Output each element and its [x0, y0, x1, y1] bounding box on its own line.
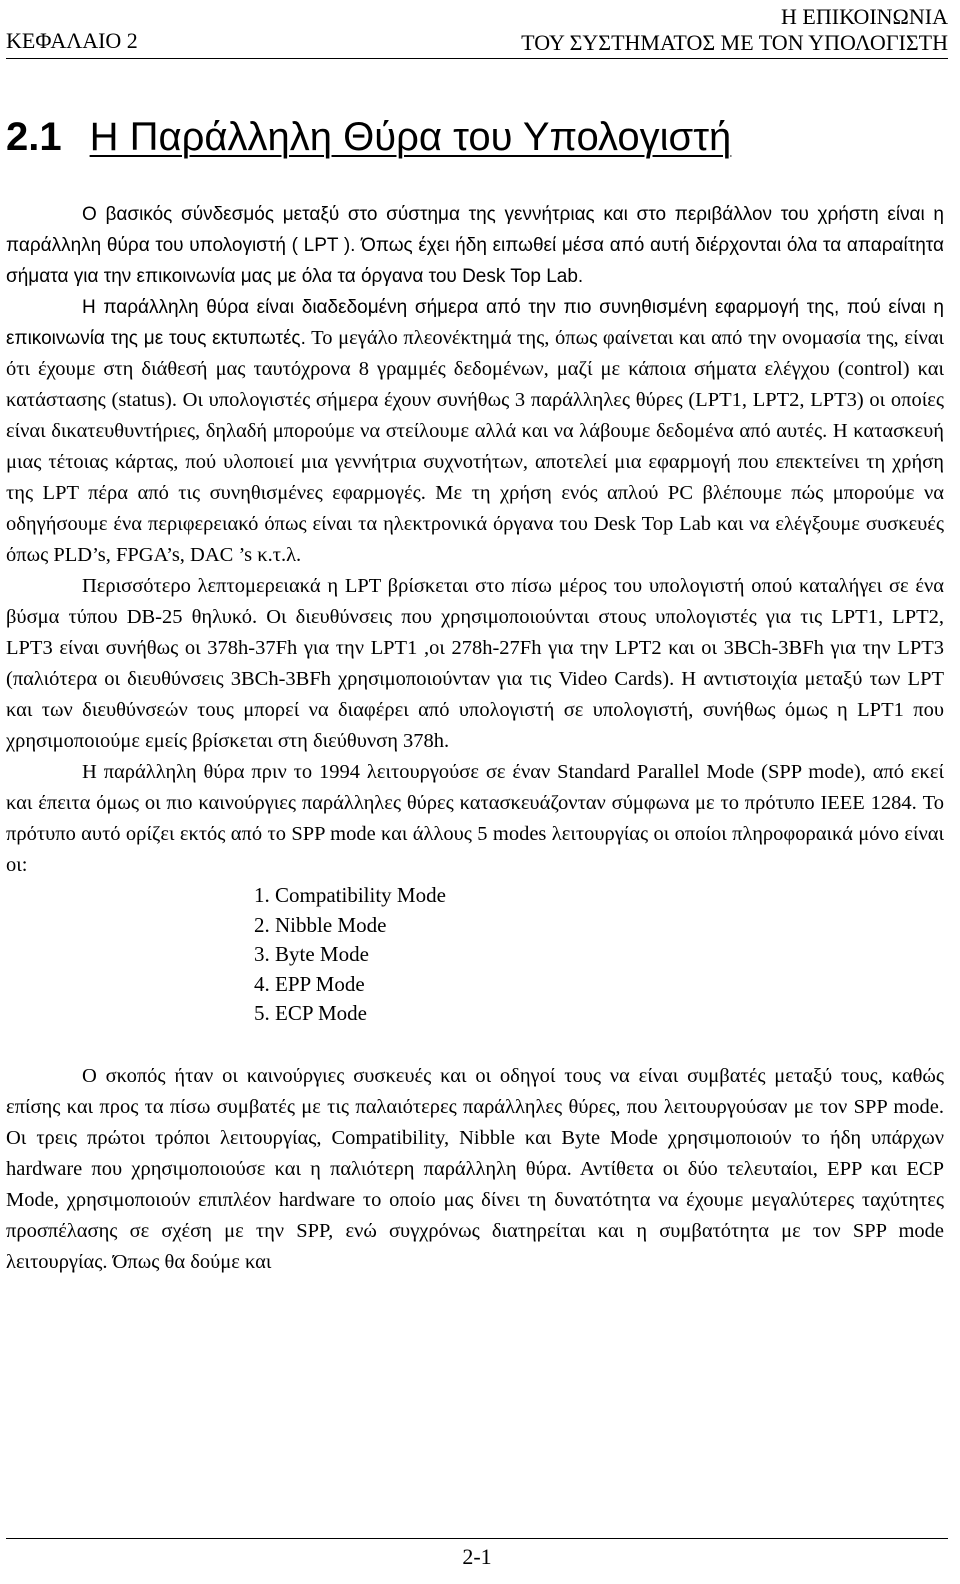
section-number: 2.1 — [6, 115, 62, 159]
header-title-line-1: Η ΕΠΙΚΟΙΝΩΝΙΑ — [781, 4, 948, 29]
page-number: 2-1 — [462, 1544, 492, 1569]
paragraph-printers-sans: Η παράλληλη θύρα είναι διαδεδομένη σήμερα από την πιο συνηθισμένη εφαρμογή της, πού είναι η επικοινωνία της με τους εκτυπωτές. — [6, 297, 944, 349]
document-body — [6, 199, 944, 1278]
list-item: 1. Compatibility Mode — [254, 883, 446, 907]
list-item: 5. ECP Mode — [254, 1001, 367, 1025]
header-title-line-2: ΤΟΥ ΣΥΣΤΗΜΑΤΟΣ ΜΕ ΤΟΝ ΥΠΟΛΟΓΙΣΤΗ — [521, 30, 948, 55]
section-title-text: Η Παράλληλη Θύρα του Υπολογιστή — [89, 115, 732, 159]
paragraph-modes-intro: Η παράλληλη θύρα πριν το 1994 λειτουργούσε σε έναν Standard Parallel Mode (SPP mode), από εκεί και έπειτα όμως οι πιο καινούργιες παράλληλες θύρες κατασκευάζονταν σύμφωνα με το πρότυπο IEEE 1284. Το πρότυπο αυτό ορίζει εκτός από το SPP mode και άλλους 5 modes λειτουργίας οι οποίοι πληροφοραικά μόνο είναι οι: — [6, 761, 944, 876]
spacer — [6, 1029, 944, 1061]
paragraph-compatibility: Ο σκοπός ήταν οι καινούργιες συσκευές και οι οδηγοί τους να είναι συμβατές μεταξύ τους, καθώς επίσης και προς τα πίσω συμβατές με τις παλαιότερες παράλληλες θύρες, που λειτουργούσαν με τον SPP mode. Οι τρεις πρώτοι τρόποι λειτουργίας, Compatibility, Nibble και Byte Mode χρησιμοποιούν το ήδη υπάρχων hardware που χρησιμοποιούσε και η παλιότερη παράλληλη θύρα. Αντίθετα οι δύο τελευταίοι, EPP και ECP Mode, χρησιμοποιούν επιπλέον hardware το οποίο μας δίνει τη δυνατότητα να έχουμε μεγαλύτερες ταχύτητες προσπέλασης σε σχέση με την SPP, ενώ συγχρόνως διατηρείται και η συμβατότητα με τον SPP mode λειτουργίας. Όπως θα δούμε και — [6, 1064, 944, 1273]
page-footer — [6, 1538, 948, 1569]
modes-list — [6, 881, 944, 1029]
list-item: 3. Byte Mode — [254, 942, 369, 966]
paragraph-printers-serif: Το μεγάλο πλεονέκτημά της, όπως φαίνεται και από την ονομασία της, είναι ότι έχουμε στη διάθεσή μας ταυτόχρονα 8 γραμμές δεδομένων, μαζί με κάποια σήματα ελέγχου (control) και κατάστασης (status). Οι υπολογιστές σήμερα έχουν συνήθως 3 παράλληλες θύρες (LPT1, LPT2, LPT3) οι οποίες είναι δικατευθυντήριες, δηλαδή μπορούμε να στείλουμε αλλά και να λάβουμε δεδομένα από αυτές. Η κατασκευή μιας τέτοιας κάρτας, πού υλοποιεί μια γεννήτρια συχνοτήτων, αποτελεί μια εφαρμογή που επεκτείνει τη χρήση της LPT πέρα από τις συνηθισμένες εφαρμογές. Με τη χρήση ενός απλού PC βλέπουμε πώς μπορούμε να οδηγήσουμε ένα περιφερειακό όπως είναι τα ηλεκτρονικά όργανα του Desk Top Lab και να ελέγξουμε συσκευές όπως PLD’s, FPGA’s, DAC ’s κ.τ.λ. — [6, 327, 944, 566]
paragraph-addresses: Περισσότερο λεπτομερειακά η LPT βρίσκεται στο πίσω μέρος του υπολογιστή οπού καταλήγει σε ένα βύσμα τύπου DB-25 θηλυκό. Οι διευθύνσεις που χρησιμοποιούνται στους υπολογιστές για τις LPT1, LPT2, LPT3 είναι συνήθως οι 378h-37Fh για την LPT1 ,οι 278h-27Fh για την LPT2 και οι 3BCh-3BFh για την LPT3 (παλιότερα οι διευθύνσεις 3BCh-3BFh χρησιμοποιούνταν για τις Video Cards). Η αντιστοιχία μεταξύ των LPT και των διευθύνσεών τους μπορεί να διαφέρει από υπολογιστή σε υπολογιστή, συνήθως όμως η LPT1 που χρησιμοποιούμε εμείς βρίσκεται στη διεύθυνση 378h. — [6, 575, 944, 752]
paragraph-intro: Ο βασικός σύνδεσμός μεταξύ στο σύστημα της γεννήτριας και στο περιβάλλον του χρήστη είναι η παράλληλη θύρα του υπολογιστή ( LPT ). Όπως έχει ήδη ειπωθεί μέσα από αυτή διέρχονται όλα τα απαραίτητα σήματα για την επικοινωνία μας με όλα τα όργανα του Desk Top Lab. — [6, 204, 944, 287]
list-item: 4. EPP Mode — [254, 971, 365, 996]
chapter-label: ΚΕΦΑΛΑΙΟ 2 — [6, 28, 138, 53]
page-header — [6, 4, 948, 59]
paragraph-printers — [6, 292, 944, 571]
list-item: 2. Nibble Mode — [254, 912, 387, 937]
header-title — [521, 4, 948, 56]
section-title — [6, 112, 731, 162]
